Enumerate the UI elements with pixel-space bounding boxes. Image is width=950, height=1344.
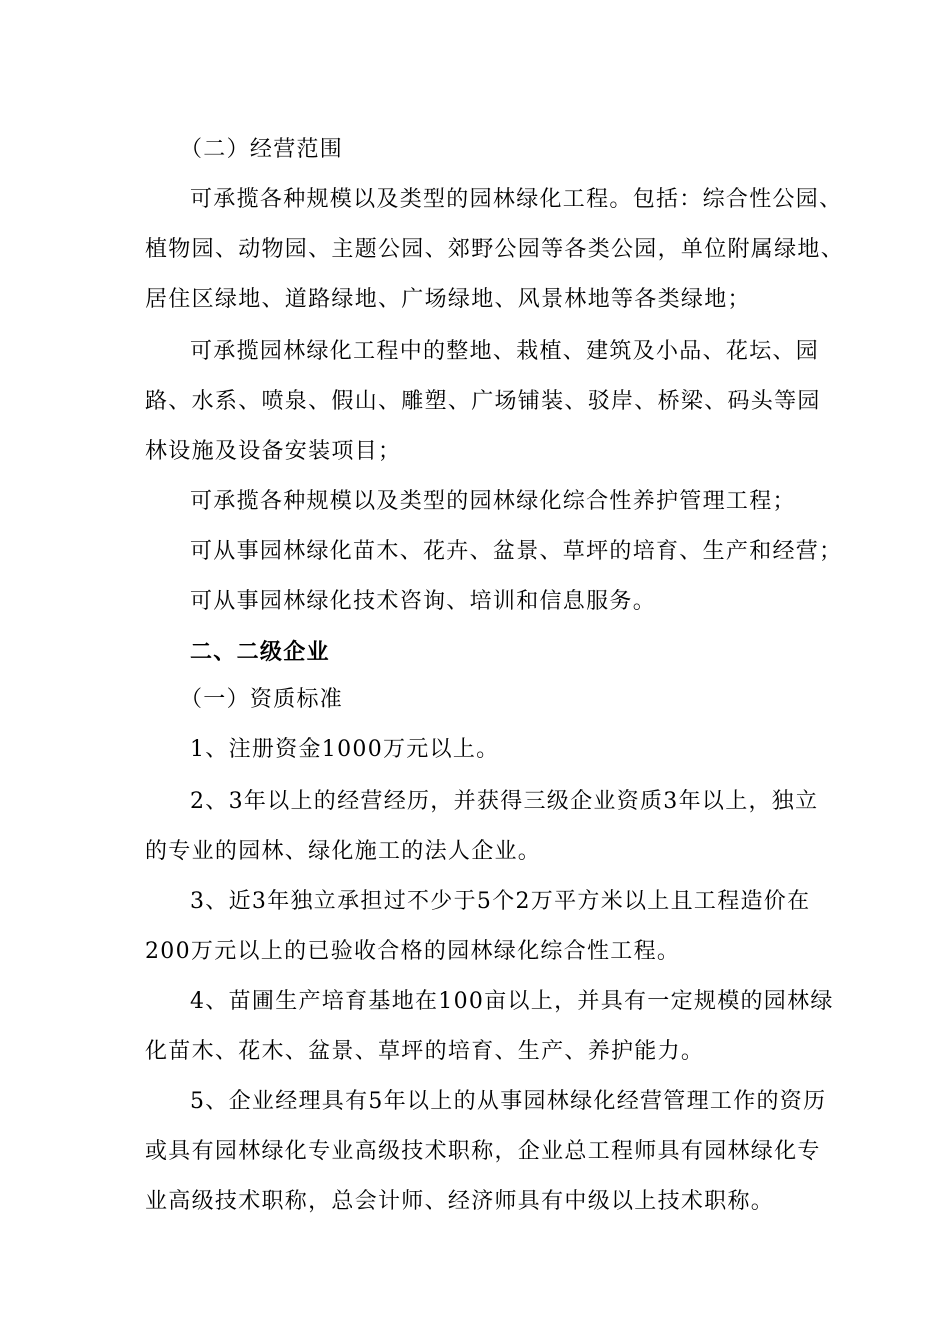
paragraph-line: 3、近3年独立承担过不少于5个2万平方米以上且工程造价在 bbox=[190, 889, 811, 914]
paragraph-line: 可从事园林绿化技术咨询、培训和信息服务。 bbox=[190, 589, 657, 614]
paragraph-line: 2、3年以上的经营经历，并获得三级企业资质3年以上，独立 bbox=[190, 789, 819, 814]
paragraph-line: 200万元以上的已验收合格的园林绿化综合性工程。 bbox=[145, 939, 681, 964]
paragraph-line: 可承揽园林绿化工程中的整地、栽植、建筑及小品、花坛、园 bbox=[190, 339, 820, 364]
section-heading-business-scope: （二）经营范围 bbox=[180, 137, 344, 162]
paragraph-line: 的专业的园林、绿化施工的法人企业。 bbox=[145, 839, 542, 864]
paragraph-line: 化苗木、花木、盆景、草坪的培育、生产、养护能力。 bbox=[145, 1039, 705, 1064]
paragraph-line: 林设施及设备安装项目； bbox=[145, 439, 402, 464]
paragraph-line: 4、苗圃生产培育基地在100亩以上，并具有一定规模的园林绿 bbox=[190, 989, 834, 1014]
paragraph-line: 5、企业经理具有5年以上的从事园林绿化经营管理工作的资历 bbox=[190, 1089, 827, 1114]
paragraph-line: 业高级技术职称，总会计师、经济师具有中级以上技术职称。 bbox=[145, 1189, 775, 1214]
paragraph-line: 1、注册资金1000万元以上。 bbox=[190, 737, 500, 762]
paragraph-line: 路、水系、喷泉、假山、雕塑、广场铺装、驳岸、桥梁、码头等园 bbox=[145, 389, 821, 414]
paragraph-line: 可承揽各种规模以及类型的园林绿化综合性养护管理工程； bbox=[190, 489, 796, 514]
paragraph-line: 或具有园林绿化专业高级技术职称，企业总工程师具有园林绿化专 bbox=[145, 1139, 821, 1164]
section-heading-level-two: 二、二级企业 bbox=[190, 639, 330, 665]
paragraph-line: 可承揽各种规模以及类型的园林绿化工程。包括：综合性公园、 bbox=[190, 187, 843, 212]
subsection-heading-qualification: （一）资质标准 bbox=[180, 687, 344, 712]
paragraph-line: 居住区绿地、道路绿地、广场绿地、风景林地等各类绿地； bbox=[145, 287, 751, 312]
paragraph-line: 植物园、动物园、主题公园、郊野公园等各类公园，单位附属绿地、 bbox=[145, 237, 845, 262]
paragraph-line: 可从事园林绿化苗木、花卉、盆景、草坪的培育、生产和经营； bbox=[190, 539, 843, 564]
